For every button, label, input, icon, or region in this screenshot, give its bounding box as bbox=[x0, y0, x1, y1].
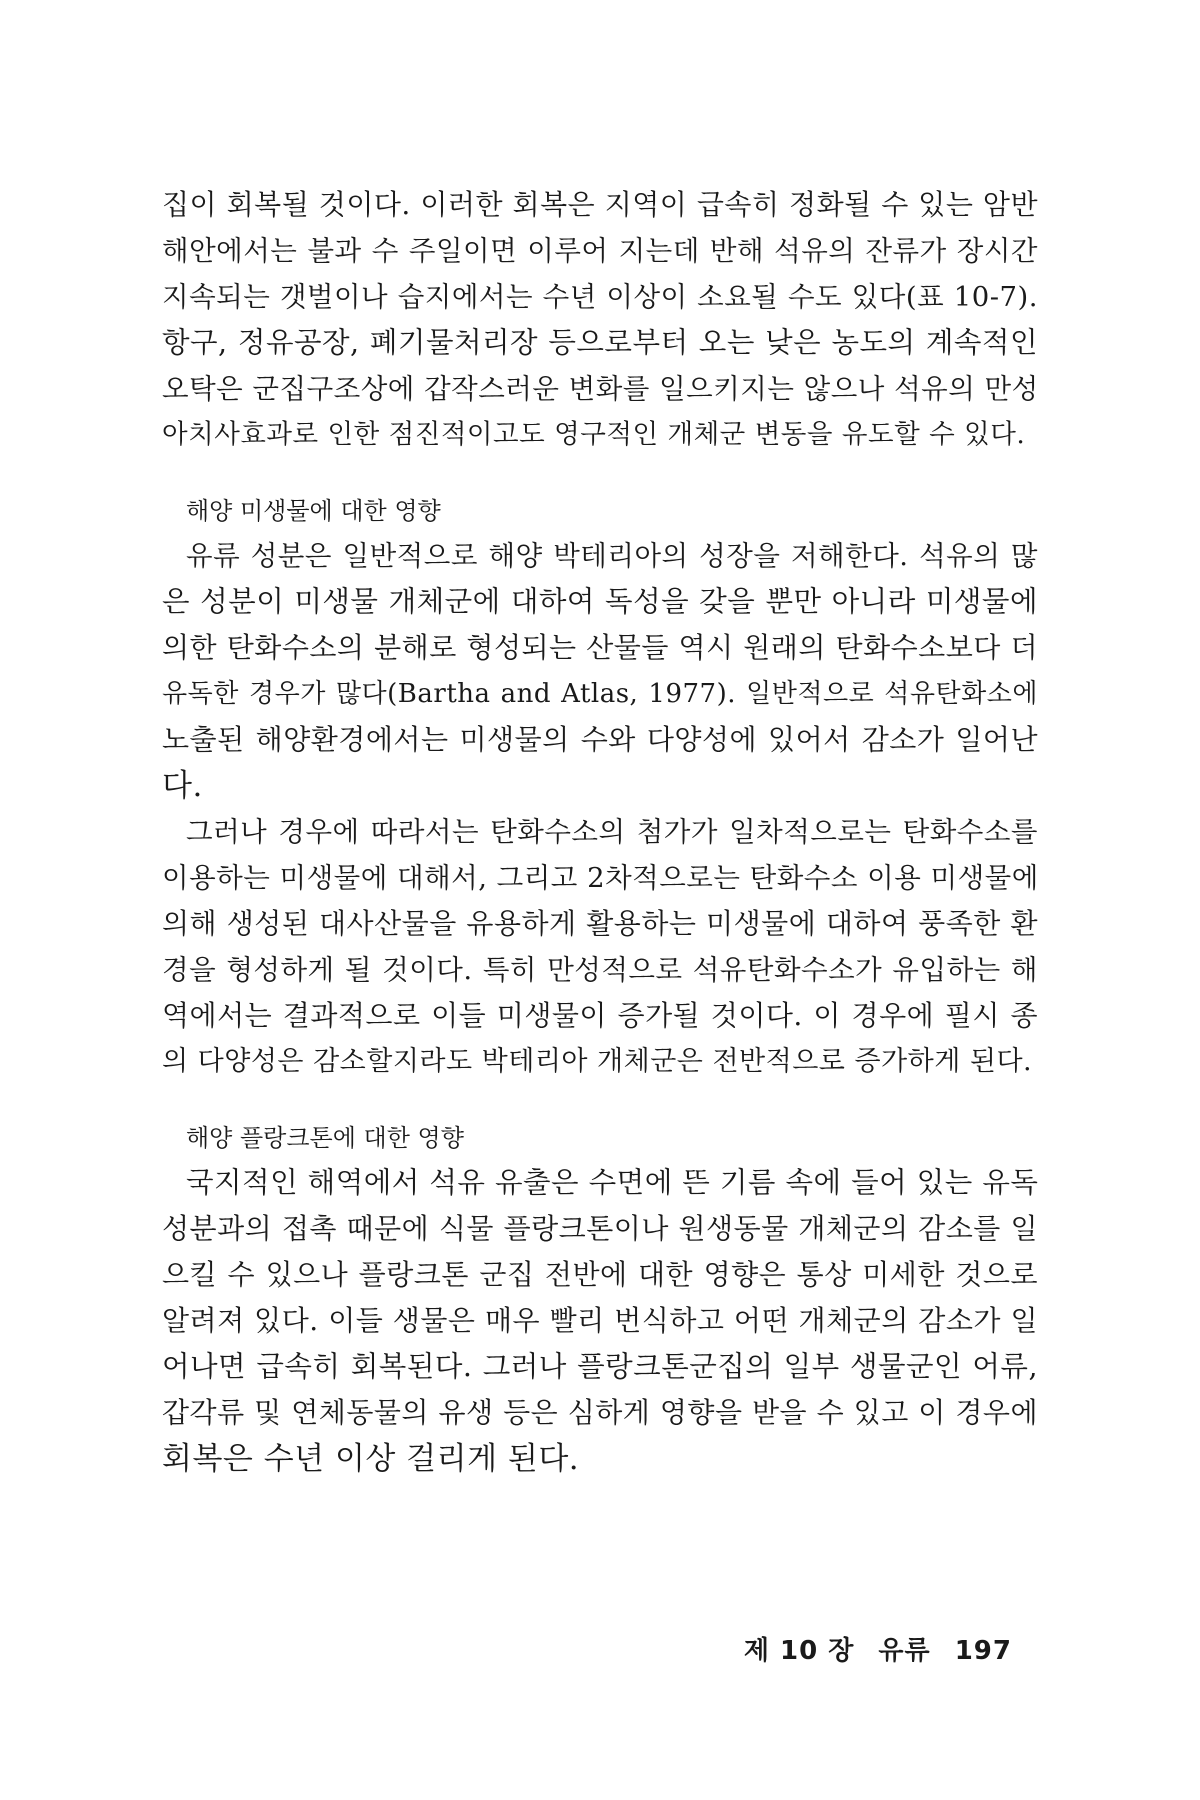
text-line: 갑각류 및 연체동물의 유생 등은 심하게 영향을 받을 수 있고 이 경우에 bbox=[162, 1396, 1038, 1429]
text-line: 유독한 경우가 많다(Bartha and Atlas, 1977). 일반적으로 석유탄화소에 bbox=[162, 679, 1038, 709]
text-line: 어나면 급속히 회복된다. 그러나 플랑크톤군집의 일부 생물군인 어류, bbox=[162, 1350, 1038, 1383]
text-line: 역에서는 결과적으로 이들 미생물이 증가될 것이다. 이 경우에 필시 종 bbox=[162, 999, 1038, 1032]
text-line: 은 성분이 미생물 개체군에 대하여 독성을 갖을 뿐만 아니라 미생물에 bbox=[162, 585, 1038, 618]
text-line: 해안에서는 불과 수 주일이면 이루어 지는데 반해 석유의 잔류가 장시간 bbox=[162, 235, 1038, 267]
text-line: 국지적인 해역에서 석유 유출은 수면에 뜬 기름 속에 들어 있는 유독 bbox=[186, 1166, 1039, 1199]
text-line: 으킬 수 있으나 플랑크톤 군집 전반에 대한 영향은 통상 미세한 것으로 bbox=[162, 1258, 1038, 1291]
text-line: 이용하는 미생물에 대해서, 그리고 2차적으로는 탄화수소 이용 미생물에 bbox=[162, 862, 1039, 894]
text-line: 경을 형성하게 될 것이다. 특히 만성적으로 석유탄화수소가 유입하는 해 bbox=[162, 954, 1038, 986]
text-line: 아치사효과로 인한 점진적이고도 영구적인 개체군 변동을 유도할 수 있다. bbox=[162, 419, 1026, 450]
page-number: 197 bbox=[954, 1636, 1012, 1666]
text-line: 그러나 경우에 따라서는 탄화수소의 첨가가 일차적으로는 탄화수소를 bbox=[186, 816, 1038, 848]
text-line: 의해 생성된 대사산물을 유용하게 활용하는 미생물에 대하여 풍족한 환 bbox=[162, 907, 1038, 940]
text-line: 의 다양성은 감소할지라도 박테리아 개체군은 전반적으로 증가하게 된다. bbox=[162, 1046, 1033, 1077]
section-heading-plankton: 해양 플랑크톤에 대한 영향 bbox=[186, 1124, 464, 1152]
text-line: 유류 성분은 일반적으로 해양 박테리아의 성장을 저해한다. 석유의 많 bbox=[186, 540, 1038, 572]
text-line: 회복은 수년 이상 걸리게 된다. bbox=[162, 1441, 580, 1477]
text-line: 노출된 해양환경에서는 미생물의 수와 다양성에 있어서 감소가 일어난 bbox=[162, 723, 1038, 756]
text-line: 지속되는 갯벌이나 습지에서는 수년 이상이 소요될 수도 있다(표 10-7). bbox=[162, 281, 1038, 313]
text-line: 의한 탄화수소의 분해로 형성되는 산물들 역시 원래의 탄화수소보다 더 bbox=[162, 631, 1038, 664]
page-footer bbox=[744, 1630, 1012, 1667]
chapter-label: 제 10 장 bbox=[743, 1636, 855, 1666]
text-line: 집이 회복될 것이다. 이러한 회복은 지역이 급속히 정화될 수 있는 암반 bbox=[162, 188, 1038, 221]
chapter-title: 유류 bbox=[878, 1636, 931, 1666]
text-line: 다. bbox=[162, 768, 203, 804]
text-line: 알려져 있다. 이들 생물은 매우 빨리 번식하고 어떤 개체군의 감소가 일 bbox=[162, 1304, 1038, 1337]
text-line: 항구, 정유공장, 폐기물처리장 등으로부터 오는 낮은 농도의 계속적인 bbox=[162, 326, 1038, 359]
section-heading-microbes: 해양 미생물에 대한 영향 bbox=[186, 497, 441, 525]
text-line: 성분과의 접촉 때문에 식물 플랑크톤이나 원생동물 개체군의 감소를 일 bbox=[162, 1212, 1038, 1245]
text-line: 오탁은 군집구조상에 갑작스러운 변화를 일으키지는 않으나 석유의 만성 bbox=[162, 373, 1039, 405]
